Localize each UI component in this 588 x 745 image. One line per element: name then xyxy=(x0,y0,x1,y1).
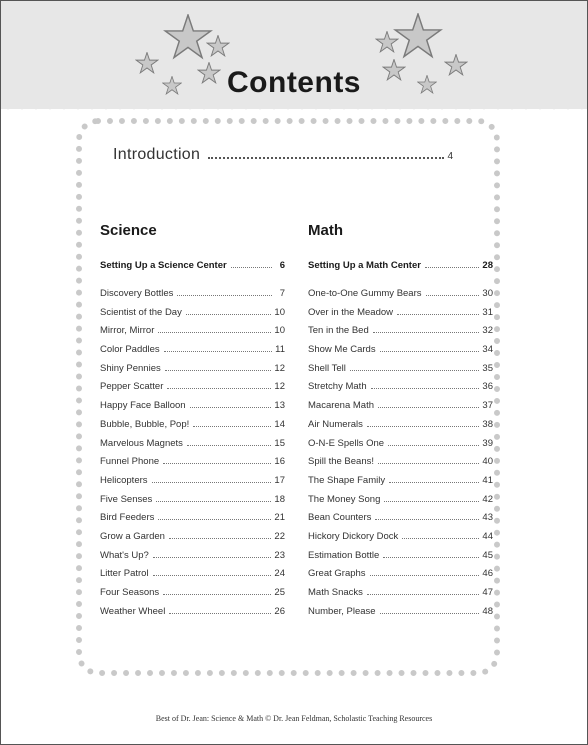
entry-page: 13 xyxy=(274,400,285,412)
entry-label: What's Up? xyxy=(100,549,149,561)
entry-label: Pepper Scatter xyxy=(100,381,164,393)
entry-page: 46 xyxy=(482,568,493,580)
dot-leader xyxy=(158,519,271,520)
dot-leader xyxy=(388,445,479,446)
dot-leader xyxy=(153,575,272,576)
dot-leader xyxy=(371,388,480,389)
dot-leader xyxy=(397,314,479,315)
dot-leader xyxy=(370,575,480,576)
dot-leader xyxy=(378,463,479,464)
entry-label: Helicopters xyxy=(100,474,148,486)
dot-leader xyxy=(373,332,480,333)
entry-label: O-N-E Spells One xyxy=(308,437,385,449)
toc-entry[interactable] xyxy=(308,438,493,457)
dot-leader xyxy=(384,501,479,502)
toc-entry[interactable] xyxy=(100,531,285,550)
entry-page: 24 xyxy=(274,568,285,580)
toc-entry[interactable] xyxy=(100,550,285,569)
entry-label: Number, Please xyxy=(308,605,376,617)
entry-label: Bean Counters xyxy=(308,512,372,524)
dot-leader xyxy=(169,613,271,614)
intro-entry[interactable] xyxy=(113,146,453,164)
entry-page: 37 xyxy=(482,400,493,412)
entry-page: 14 xyxy=(274,418,285,430)
entry-page: 43 xyxy=(482,512,493,524)
dot-leader xyxy=(158,332,271,333)
entry-page: 44 xyxy=(482,530,493,542)
entry-label: Great Graphs xyxy=(308,568,366,580)
toc-entry[interactable] xyxy=(100,381,285,400)
toc-entry[interactable] xyxy=(308,419,493,438)
entry-page: 42 xyxy=(482,493,493,505)
entry-page: 30 xyxy=(482,288,493,299)
intro-label: Introduction xyxy=(113,146,201,163)
entry-page: 22 xyxy=(274,530,285,542)
dot-leader xyxy=(208,157,444,159)
dot-leader xyxy=(383,557,479,558)
footer-credit: Best of Dr. Jean: Science & Math © Dr. Jean Feldman, Scholastic Teaching Resources xyxy=(155,714,433,723)
toc-entry[interactable] xyxy=(308,475,493,494)
entry-label: Mirror, Mirror xyxy=(100,325,155,337)
dot-leader xyxy=(367,594,480,595)
dot-leader xyxy=(193,426,271,427)
entry-page: 11 xyxy=(275,344,285,356)
toc-entry[interactable] xyxy=(308,344,493,363)
entry-label: Litter Patrol xyxy=(100,568,149,580)
toc-entry[interactable] xyxy=(100,288,285,307)
toc-entry[interactable] xyxy=(308,512,493,531)
math-center-entry[interactable] xyxy=(308,260,493,271)
intro-page: 4 xyxy=(447,151,453,162)
entry-label: Grow a Garden xyxy=(100,530,165,542)
entry-page: 10 xyxy=(274,306,285,318)
toc-entry[interactable] xyxy=(100,344,285,363)
toc-entry[interactable] xyxy=(100,363,285,382)
entry-label: Shell Tell xyxy=(308,362,346,374)
toc-entry[interactable] xyxy=(100,400,285,419)
math-entries xyxy=(308,288,493,624)
entry-page: 21 xyxy=(274,512,285,524)
entry-page: 32 xyxy=(482,325,493,337)
entry-page: 12 xyxy=(274,381,285,393)
toc-entry[interactable] xyxy=(308,568,493,587)
entry-page: 23 xyxy=(274,549,285,561)
dot-leader xyxy=(378,407,479,408)
entry-label: Show Me Cards xyxy=(308,344,376,356)
entry-label: The Money Song xyxy=(308,493,381,505)
dot-leader xyxy=(163,463,271,464)
star-icon xyxy=(206,35,230,57)
entry-page: 39 xyxy=(482,437,493,449)
toc-entry[interactable] xyxy=(308,587,493,606)
dot-leader xyxy=(389,482,479,483)
science-center-entry[interactable] xyxy=(100,260,285,271)
entry-page: 7 xyxy=(279,288,285,299)
entry-page: 28 xyxy=(482,260,493,271)
entry-label: Setting Up a Science Center xyxy=(100,260,227,271)
toc-entry[interactable] xyxy=(308,550,493,569)
entry-label: Bubble, Bubble, Pop! xyxy=(100,418,190,430)
dot-leader xyxy=(231,267,272,268)
entry-page: 18 xyxy=(274,493,285,505)
entry-page: 10 xyxy=(274,325,285,337)
dot-leader xyxy=(152,482,272,483)
entry-page: 45 xyxy=(482,549,493,561)
toc-entry[interactable] xyxy=(100,475,285,494)
toc-entry[interactable] xyxy=(308,363,493,382)
toc-entry[interactable] xyxy=(308,325,493,344)
dot-leader xyxy=(190,407,272,408)
entry-page: 17 xyxy=(274,474,285,486)
dot-leader xyxy=(153,557,272,558)
dot-leader xyxy=(167,388,271,389)
dot-leader xyxy=(375,519,479,520)
dot-leader xyxy=(156,501,271,502)
entry-label: Weather Wheel xyxy=(100,605,166,617)
entry-page: 31 xyxy=(482,306,493,318)
entry-label: Shiny Pennies xyxy=(100,362,161,374)
entry-page: 16 xyxy=(274,456,285,468)
dot-leader xyxy=(380,351,480,352)
entry-label: Four Seasons xyxy=(100,587,160,598)
entry-label: Macarena Math xyxy=(308,400,375,412)
toc-entry[interactable] xyxy=(308,494,493,513)
entry-label: Math Snacks xyxy=(308,587,363,598)
toc-entry[interactable] xyxy=(100,307,285,326)
star-icon xyxy=(393,13,443,59)
entry-page: 12 xyxy=(274,362,285,374)
science-column xyxy=(100,222,285,624)
entry-page: 35 xyxy=(482,362,493,374)
entry-label: Five Senses xyxy=(100,493,153,505)
toc-entry[interactable] xyxy=(308,307,493,326)
entry-page: 38 xyxy=(482,418,493,430)
entry-label: Marvelous Magnets xyxy=(100,437,183,449)
toc-entry[interactable] xyxy=(308,381,493,400)
toc-entry[interactable] xyxy=(100,568,285,587)
math-heading: Math xyxy=(308,222,343,239)
entry-label: Stretchy Math xyxy=(308,381,367,393)
dot-leader xyxy=(177,295,272,296)
entry-page: 36 xyxy=(482,381,493,393)
dot-leader xyxy=(163,594,271,595)
dot-leader xyxy=(186,314,272,315)
entry-label: Color Paddles xyxy=(100,344,160,356)
dot-leader xyxy=(426,295,480,296)
dot-leader xyxy=(380,613,480,614)
entry-label: Over in the Meadow xyxy=(308,306,394,318)
entry-label: Spill the Beans! xyxy=(308,456,375,468)
entry-page: 26 xyxy=(274,605,285,617)
dot-leader xyxy=(187,445,272,446)
math-column xyxy=(308,222,493,624)
entry-label: Setting Up a Math Center xyxy=(308,260,421,271)
toc-entry[interactable] xyxy=(308,606,493,625)
zigzag-border xyxy=(1,100,587,112)
entry-label: Bird Feeders xyxy=(100,512,155,524)
entry-label: Happy Face Balloon xyxy=(100,400,186,412)
page-title: Contents xyxy=(227,66,361,99)
toc-entry[interactable] xyxy=(308,400,493,419)
entry-page: 40 xyxy=(482,456,493,468)
entry-page: 6 xyxy=(279,260,285,271)
dot-leader xyxy=(367,426,480,427)
entry-label: One-to-One Gummy Bears xyxy=(308,288,422,299)
dot-leader xyxy=(425,267,479,268)
entry-page: 34 xyxy=(482,344,493,356)
entry-label: Estimation Bottle xyxy=(308,549,380,561)
dot-leader xyxy=(165,370,272,371)
entry-label: Scientist of the Day xyxy=(100,306,182,318)
entry-label: Funnel Phone xyxy=(100,456,160,468)
entry-page: 15 xyxy=(274,437,285,449)
science-heading: Science xyxy=(100,222,157,239)
entry-page: 25 xyxy=(274,587,285,598)
toc-entry[interactable] xyxy=(100,419,285,438)
dot-leader xyxy=(169,538,271,539)
entry-label: Discovery Bottles xyxy=(100,288,174,299)
toc-entry[interactable] xyxy=(100,456,285,475)
toc-entry[interactable] xyxy=(100,512,285,531)
toc-entry[interactable] xyxy=(100,587,285,606)
dot-leader xyxy=(164,351,272,352)
entry-page: 47 xyxy=(482,587,493,598)
dot-leader xyxy=(402,538,479,539)
science-entries xyxy=(100,288,285,624)
toc-entry[interactable] xyxy=(308,288,493,307)
entry-label: Ten in the Bed xyxy=(308,325,369,337)
entry-label: Air Numerals xyxy=(308,418,363,430)
entry-page: 48 xyxy=(482,605,493,617)
star-icon xyxy=(375,31,399,53)
toc-entry[interactable] xyxy=(100,325,285,344)
entry-page: 41 xyxy=(482,474,493,486)
entry-label: Hickory Dickory Dock xyxy=(308,530,399,542)
toc-entry[interactable] xyxy=(100,494,285,513)
toc-entry[interactable] xyxy=(100,606,285,625)
entry-label: The Shape Family xyxy=(308,474,386,486)
toc-entry[interactable] xyxy=(308,531,493,550)
toc-entry[interactable] xyxy=(308,456,493,475)
toc-entry[interactable] xyxy=(100,438,285,457)
dot-leader xyxy=(350,370,480,371)
